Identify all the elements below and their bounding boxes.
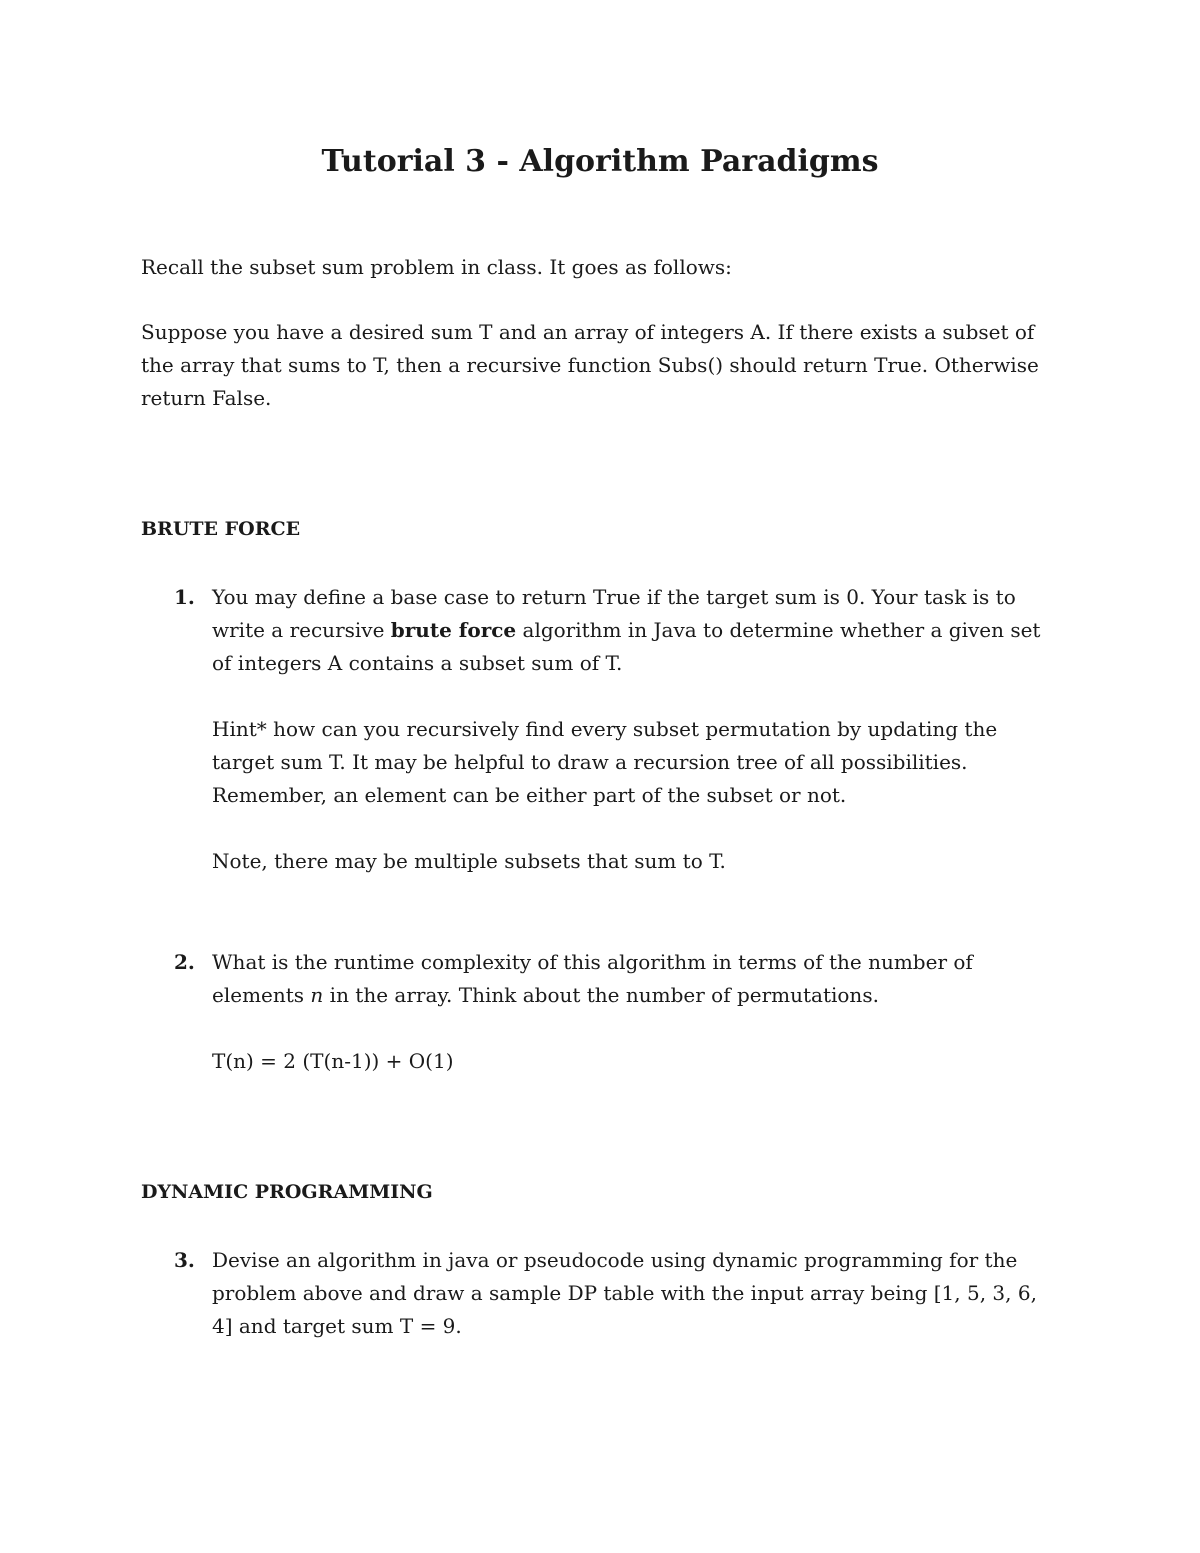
question-1-bold-term: brute force <box>390 618 517 642</box>
question-2-text-after: in the array. Think about the number of permutations. <box>323 983 879 1007</box>
question-number-3: 3. <box>174 1248 195 1272</box>
section-heading-brute-force: BRUTE FORCE <box>141 518 301 540</box>
question-2-text <box>212 946 1062 1012</box>
question-2-italic-n: n <box>310 983 324 1007</box>
question-1-note: Note, there may be multiple subsets that sum to T. <box>212 849 726 873</box>
problem-statement: Suppose you have a desired sum T and an array of integers A. If there exists a subset of the array that sums to T, then a recursive function Subs() should return True. Otherwise return False. <box>141 320 1039 410</box>
question-1-hint: Hint* how can you recursively find every subset permutation by updating the target sum T. It may be helpful to draw a recursion tree of all possibilities. Remember, an element can be either part of the subset or not. <box>212 717 998 807</box>
document-title: Tutorial 3 - Algorithm Paradigms <box>321 144 879 179</box>
intro-paragraph: Recall the subset sum problem in class. It goes as follows: <box>141 255 732 279</box>
question-2-text-before: What is the runtime complexity of this algorithm in terms of the number of elements <box>212 950 973 1007</box>
question-1-text-before: You may define a base case to return True if the target sum is 0. Your task is to write a recursive <box>212 585 1016 642</box>
question-3-text: Devise an algorithm in java or pseudocode using dynamic programming for the problem above and draw a sample DP table with the input array being [1, 5, 3, 6, 4] and target sum T = 9. <box>212 1248 1037 1338</box>
question-1-text-after: algorithm in Java to determine whether a given set of integers A contains a subset sum of T. <box>212 618 1041 675</box>
question-number-2: 2. <box>174 950 195 974</box>
question-2-formula: T(n) = 2 (T(n-1)) + O(1) <box>212 1049 454 1073</box>
question-number-1: 1. <box>174 585 195 609</box>
question-1-text <box>212 581 1062 680</box>
section-heading-dynamic-programming: DYNAMIC PROGRAMMING <box>141 1181 433 1203</box>
